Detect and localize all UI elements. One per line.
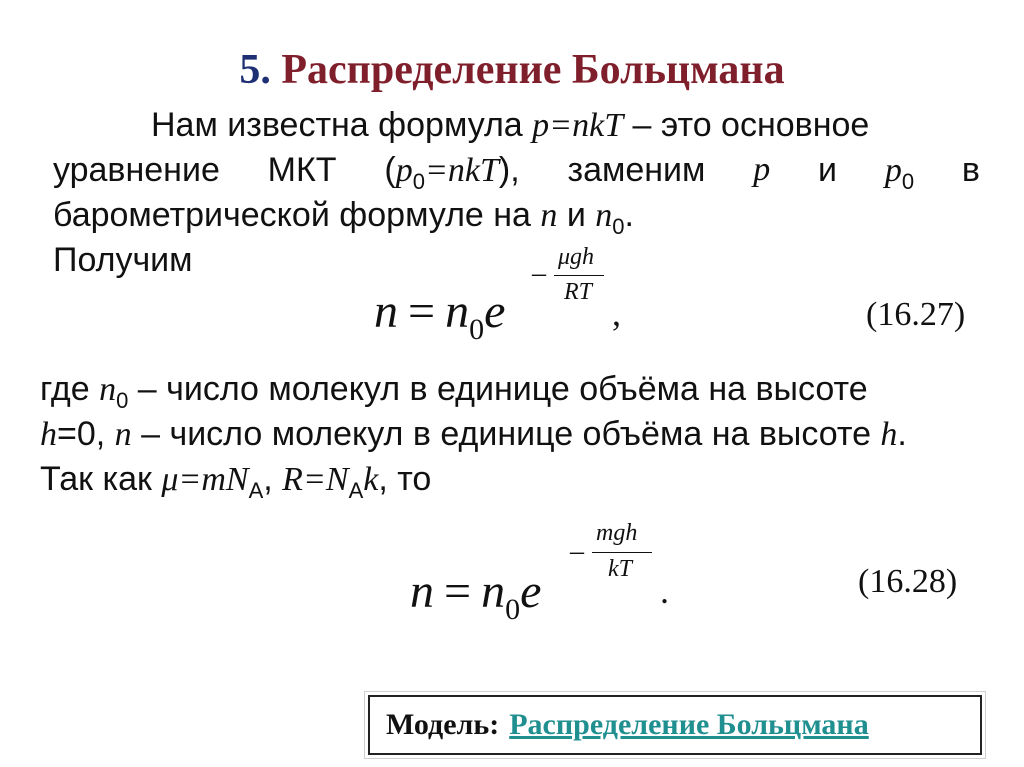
intro-text: барометрической формуле на (53, 196, 541, 234)
explanation-text: =0, (57, 415, 115, 453)
subscript: 0 (412, 169, 425, 194)
var-n: n (114, 416, 132, 453)
explanation-text: , (263, 460, 283, 498)
var-p: p (884, 152, 902, 189)
subscript: 0 (901, 169, 915, 194)
intro-word: в (961, 151, 980, 189)
model-box (368, 695, 982, 755)
fraction-bar (554, 275, 604, 276)
formula-inline: R=N (282, 461, 349, 498)
var-p0 (885, 148, 914, 193)
model-link[interactable]: Распределение Больцмана (509, 708, 869, 741)
var-n: n (374, 285, 398, 338)
paren: ( (384, 151, 396, 189)
paren: ), (498, 151, 520, 189)
explanation-text: , то (378, 460, 432, 498)
explanation-line-1 (40, 367, 975, 412)
exponent-denominator: kT (608, 556, 632, 582)
formula-16-28 (410, 520, 690, 640)
equation-number-16-28: (16.28) (858, 563, 958, 600)
intro-text: и (557, 196, 596, 234)
fraction-bar (592, 552, 652, 553)
subscript: 0 (116, 388, 129, 413)
formula-punctuation: , (612, 293, 621, 333)
intro-line-4: Получим (53, 241, 193, 279)
explanation-paragraph (40, 367, 975, 502)
formula-inline: μ=mN (161, 461, 249, 498)
var-h: h (880, 416, 898, 453)
intro-paragraph (53, 103, 980, 282)
var-k: k (363, 461, 379, 498)
subscript: A (248, 478, 264, 503)
var-n: n (595, 197, 613, 234)
title-number: 5. (239, 47, 271, 93)
subscript: 0 (505, 593, 521, 626)
intro-word: МКТ (267, 151, 337, 189)
explanation-line-3 (40, 457, 975, 502)
var-p: p (395, 152, 413, 189)
formula-body (374, 284, 506, 346)
exponent-minus: – (532, 258, 546, 289)
inline-formula-p0 (384, 148, 519, 193)
var-n: n (410, 565, 434, 618)
explanation-line-2 (40, 412, 975, 457)
formula-inline: p=nkT (532, 107, 624, 144)
subscript: 0 (469, 313, 485, 346)
exponent-numerator: μgh (558, 244, 595, 270)
intro-text: Нам известна формула (151, 106, 533, 144)
explanation-text: Так как (40, 460, 162, 498)
explanation-text: – число молекул в единице объёма на высоте (128, 370, 868, 408)
formula-inline: =nkT (424, 152, 499, 189)
var-n: n (481, 565, 506, 618)
equation-number-16-27: (16.27) (866, 296, 966, 333)
formula-16-27 (374, 244, 644, 360)
var-p: p (753, 151, 771, 188)
model-label: Модель: (386, 708, 500, 741)
intro-line-2 (53, 148, 980, 193)
intro-word: и (818, 151, 838, 189)
subscript: A (348, 478, 364, 503)
var-h: h (40, 416, 57, 453)
equals-sign: = (408, 285, 436, 338)
intro-word: уравнение (53, 151, 220, 189)
exponent-minus: – (570, 536, 584, 567)
equals-sign: = (444, 565, 472, 618)
var-n: n (99, 371, 117, 408)
intro-line-3 (53, 193, 980, 238)
intro-text: – это основное (623, 106, 870, 144)
subscript: 0 (612, 214, 625, 239)
explanation-text: . (897, 415, 907, 453)
var-e: e (520, 565, 542, 618)
formula-punctuation: . (660, 571, 669, 611)
intro-line-1 (53, 103, 980, 148)
formula-body (410, 564, 542, 626)
intro-text: . (624, 196, 634, 234)
explanation-text: где (40, 370, 100, 408)
title-text: Распределение Больцмана (281, 47, 785, 93)
explanation-text: – число молекул в единице объёма на высоте (131, 415, 881, 453)
intro-word: заменим (567, 151, 706, 189)
slide-title (0, 46, 1024, 94)
var-n: n (540, 197, 558, 234)
var-e: e (484, 285, 506, 338)
exponent-numerator: mgh (596, 520, 638, 546)
var-n: n (445, 285, 470, 338)
exponent-denominator: RT (564, 279, 593, 305)
